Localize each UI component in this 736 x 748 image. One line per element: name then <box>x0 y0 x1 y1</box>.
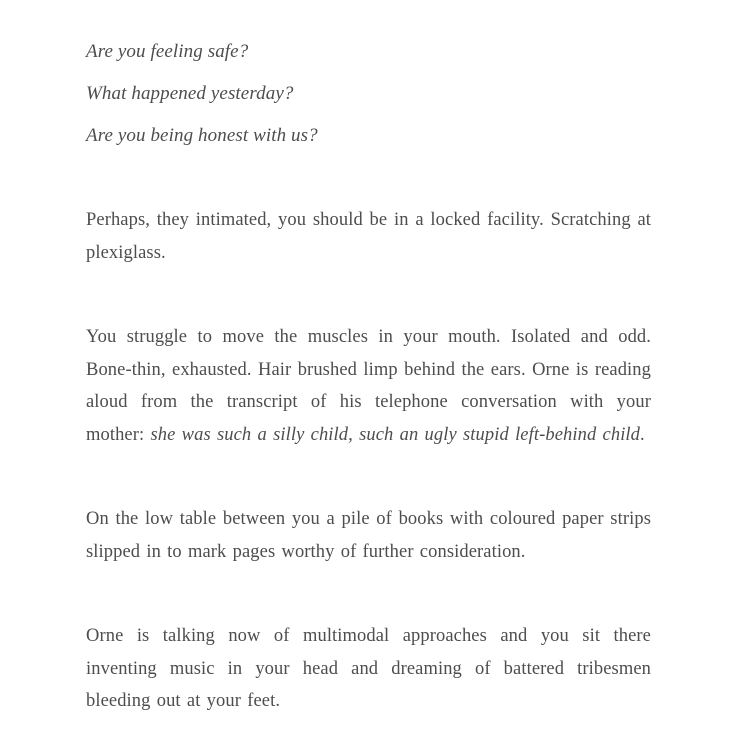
body-text: On the low table between you a pile of books with coloured paper strips slipped in to mark pages worthy of further consideration. <box>86 509 651 562</box>
question-line: What happened yesterday? <box>86 83 294 104</box>
paragraph <box>86 321 651 451</box>
paragraph <box>86 503 651 568</box>
paragraph <box>86 620 651 718</box>
body-text: Orne is talking now of multimodal approaches and you sit there inventing music in your head and dreaming of battered tribesmen bleeding out at your feet. <box>86 626 651 711</box>
italic-text: she was such a silly child, such an ugly stupid left-behind child <box>150 424 641 445</box>
question-line: Are you being honest with us? <box>86 125 318 146</box>
body-text: Perhaps, they intimated, you should be in a locked facility. Scratching at plexiglass. <box>86 210 651 263</box>
paragraph <box>86 204 651 269</box>
body-text: You struggle to move the muscles in your mouth. Isolated and odd. Bone-thin, exhausted. Hair brushed limp behind the ears. Orne is reading aloud from the transcript of his telephone conversation with your mother: <box>86 327 651 445</box>
question-line: Are you feeling safe? <box>86 41 249 62</box>
body-text: . <box>640 424 645 445</box>
